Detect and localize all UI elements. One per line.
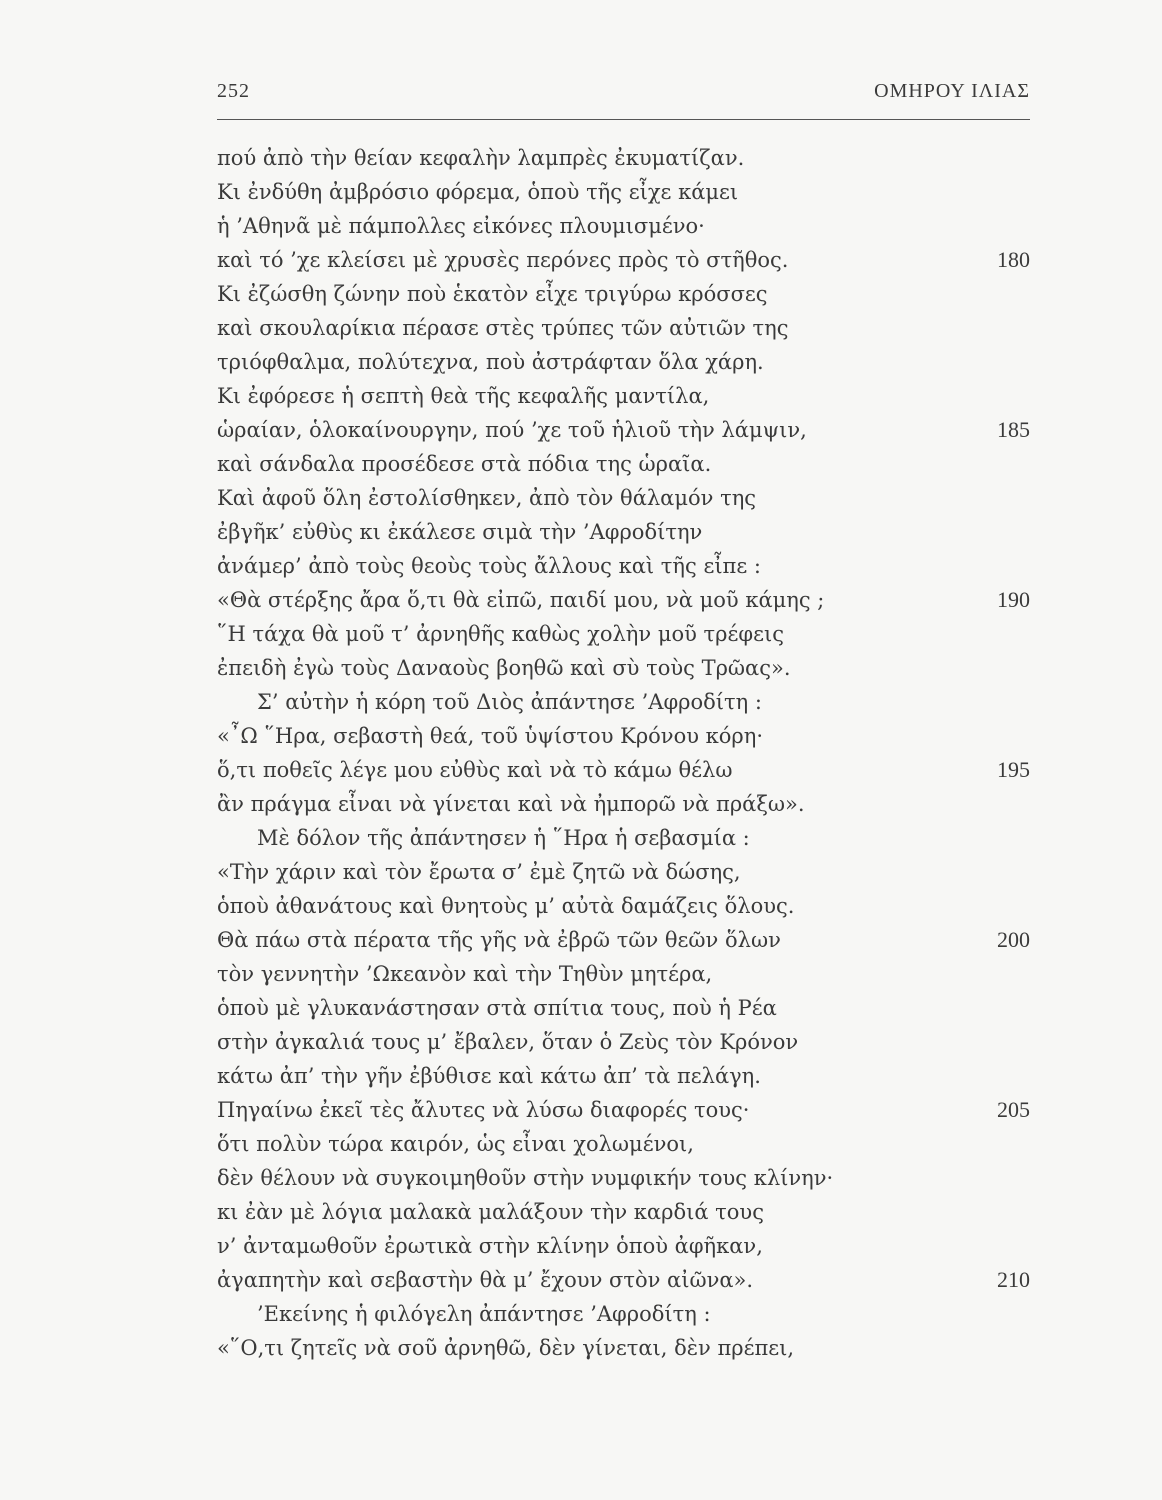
verse-text: ἡ ’Αθηνᾶ μὲ πάμπολλες εἰκόνες πλουμισμένο· — [217, 214, 705, 238]
line-number: 185 — [997, 417, 1030, 442]
verse-text: στὴν ἀγκαλιά τους μ’ ἔβαλεν, ὅταν ὁ Ζεὺς τὸν Κρόνον — [217, 1030, 799, 1054]
poem-body — [217, 141, 1030, 1365]
verse-text: «Τὴν χάριν καὶ τὸν ἔρωτα σ’ ἐμὲ ζητῶ νὰ δώσης, — [217, 860, 741, 884]
verse-text: ἂν πράγμα εἶναι νὰ γίνεται καὶ νὰ ἠμπορῶ νὰ πράξω». — [217, 792, 805, 816]
verse-text: καὶ τό ’χε κλείσει μὲ χρυσὲς περόνες πρὸς τὸ στῆθος. — [217, 248, 789, 272]
header-rule — [217, 119, 1030, 120]
verse-text: ὅτι πολὺν τώρα καιρόν, ὡς εἶναι χολωμένοι, — [217, 1132, 694, 1156]
verse-text: ἀνάμερ’ ἀπὸ τοὺς θεοὺς τοὺς ἄλλους καὶ τῆς εἶπε : — [217, 554, 761, 578]
line-number: 180 — [997, 247, 1030, 272]
verse-text: ἐβγῆκ’ εὐθὺς κι ἐκάλεσε σιμὰ τὴν ’Αφροδίτην — [217, 520, 703, 544]
verse-text: καὶ σάνδαλα προσέδεσε στὰ πόδια της ὡραῖα. — [217, 452, 712, 476]
verse-line — [217, 1025, 1030, 1059]
verse-text: δὲν θέλουν νὰ συγκοιμηθοῦν στὴν νυμφικήν τους κλίνην· — [217, 1166, 834, 1190]
verse-line — [217, 1229, 1030, 1263]
verse-text: κάτω ἀπ’ τὴν γῆν ἐβύθισε καὶ κάτω ἀπ’ τὰ πελάγη. — [217, 1064, 761, 1088]
verse-line — [217, 685, 1030, 719]
verse-line — [217, 141, 1030, 175]
verse-text: ἐπειδὴ ἐγὼ τοὺς Δαναοὺς βοηθῶ καὶ σὺ τοὺς Τρῶας». — [217, 656, 791, 680]
verse-text: «῏Ω ῞Ηρα, σεβαστὴ θεά, τοῦ ὑψίστου Κρόνου κόρη· — [217, 724, 764, 748]
verse-line — [217, 481, 1030, 515]
verse-line — [217, 175, 1030, 209]
verse-line — [217, 753, 1030, 787]
verse-line — [217, 209, 1030, 243]
verse-line — [217, 1297, 1030, 1331]
verse-line — [217, 957, 1030, 991]
verse-line — [217, 379, 1030, 413]
verse-text: Μὲ δόλον τῆς ἀπάντησεν ἡ ῞Ηρα ἡ σεβασμία : — [257, 826, 750, 850]
verse-text: ν’ ἀνταμωθοῦν ἐρωτικὰ στὴν κλίνην ὁποὺ ἀφῆκαν, — [217, 1234, 763, 1258]
verse-line — [217, 1263, 1030, 1297]
verse-text: ὁποὺ ἀθανάτους καὶ θνητοὺς μ’ αὐτὰ δαμάζεις ὅλους. — [217, 894, 795, 918]
page-header — [217, 80, 1030, 114]
verse-text: κι ἐὰν μὲ λόγια μαλακὰ μαλάξουν τὴν καρδιά τους — [217, 1200, 764, 1224]
verse-line — [217, 1331, 1030, 1365]
verse-line — [217, 1195, 1030, 1229]
verse-text: τριόφθαλμα, πολύτεχνα, ποὺ ἀστράφταν ὅλα χάρη. — [217, 350, 764, 374]
verse-text: Πηγαίνω ἐκεῖ τὲς ἄλυτες νὰ λύσω διαφορές τους· — [217, 1098, 750, 1122]
verse-line — [217, 719, 1030, 753]
verse-text: «Θὰ στέρξης ἄρα ὅ,τι θὰ εἰπῶ, παιδί μου, νὰ μοῦ κάμης ; — [217, 588, 825, 612]
verse-text: Σ’ αὐτὴν ἡ κόρη τοῦ Διὸς ἀπάντησε ’Αφροδίτη : — [257, 690, 762, 714]
verse-text: τὸν γεννητὴν ’Ωκεανὸν καὶ τὴν Τηθὺν μητέρα, — [217, 962, 713, 986]
verse-line — [217, 515, 1030, 549]
verse-line — [217, 413, 1030, 447]
verse-text: Θὰ πάω στὰ πέρατα τῆς γῆς νὰ ἐβρῶ τῶν θεῶν ὅλων — [217, 928, 781, 952]
verse-line — [217, 583, 1030, 617]
verse-text: ὁποὺ μὲ γλυκανάστησαν στὰ σπίτια τους, ποὺ ἡ Ρέα — [217, 996, 777, 1020]
verse-line — [217, 1161, 1030, 1195]
verse-line — [217, 923, 1030, 957]
verse-line — [217, 821, 1030, 855]
verse-line — [217, 447, 1030, 481]
verse-line — [217, 243, 1030, 277]
verse-line — [217, 889, 1030, 923]
verse-text: Κι ἐζώσθη ζώνην ποὺ ἑκατὸν εἶχε τριγύρω κρόσσες — [217, 282, 768, 306]
verse-text: Κι ἐνδύθη ἀμβρόσιο φόρεμα, ὁποὺ τῆς εἶχε κάμει — [217, 180, 739, 204]
verse-line — [217, 1093, 1030, 1127]
verse-text: ὅ,τι ποθεῖς λέγε μου εὐθὺς καὶ νὰ τὸ κάμω θέλω — [217, 758, 733, 782]
verse-line — [217, 787, 1030, 821]
verse-line — [217, 651, 1030, 685]
verse-text: καὶ σκουλαρίκια πέρασε στὲς τρύπες τῶν αὐτιῶν της — [217, 316, 789, 340]
verse-text: Καὶ ἀφοῦ ὅλη ἐστολίσθηκεν, ἀπὸ τὸν θάλαμόν της — [217, 486, 757, 510]
verse-text: ὡραίαν, ὁλοκαίνουργην, πού ’χε τοῦ ἡλιοῦ τὴν λάμψιν, — [217, 418, 807, 442]
verse-text: ἀγαπητὴν καὶ σεβαστὴν θὰ μ’ ἔχουν στὸν αἰῶνα». — [217, 1268, 754, 1292]
verse-line — [217, 991, 1030, 1025]
line-number: 195 — [997, 757, 1030, 782]
line-number: 210 — [997, 1267, 1030, 1292]
verse-text: πού ἀπὸ τὴν θείαν κεφαλὴν λαμπρὲς ἐκυματίζαν. — [217, 146, 745, 170]
verse-text: Κι ἐφόρεσε ἡ σεπτὴ θεὰ τῆς κεφαλῆς μαντίλα, — [217, 384, 710, 408]
verse-line — [217, 1059, 1030, 1093]
verse-line — [217, 617, 1030, 651]
verse-text: «῞Ο,τι ζητεῖς νὰ σοῦ ἀρνηθῶ, δὲν γίνεται, δὲν πρέπει, — [217, 1336, 795, 1360]
verse-text: ’Εκείνης ἡ φιλόγελη ἀπάντησε ’Αφροδίτη : — [257, 1302, 711, 1326]
page-number: 252 — [217, 80, 250, 102]
verse-line — [217, 277, 1030, 311]
verse-line — [217, 855, 1030, 889]
verse-line — [217, 1127, 1030, 1161]
verse-text: ῞Η τάχα θὰ μοῦ τ’ ἀρνηθῆς καθὼς χολὴν μοῦ τρέφεις — [217, 622, 784, 646]
line-number: 205 — [997, 1097, 1030, 1122]
line-number: 190 — [997, 587, 1030, 612]
verse-line — [217, 345, 1030, 379]
line-number: 200 — [997, 927, 1030, 952]
verse-line — [217, 311, 1030, 345]
running-title: ΟΜΗΡΟΥ ΙΛΙΑΣ — [874, 80, 1030, 102]
verse-line — [217, 549, 1030, 583]
